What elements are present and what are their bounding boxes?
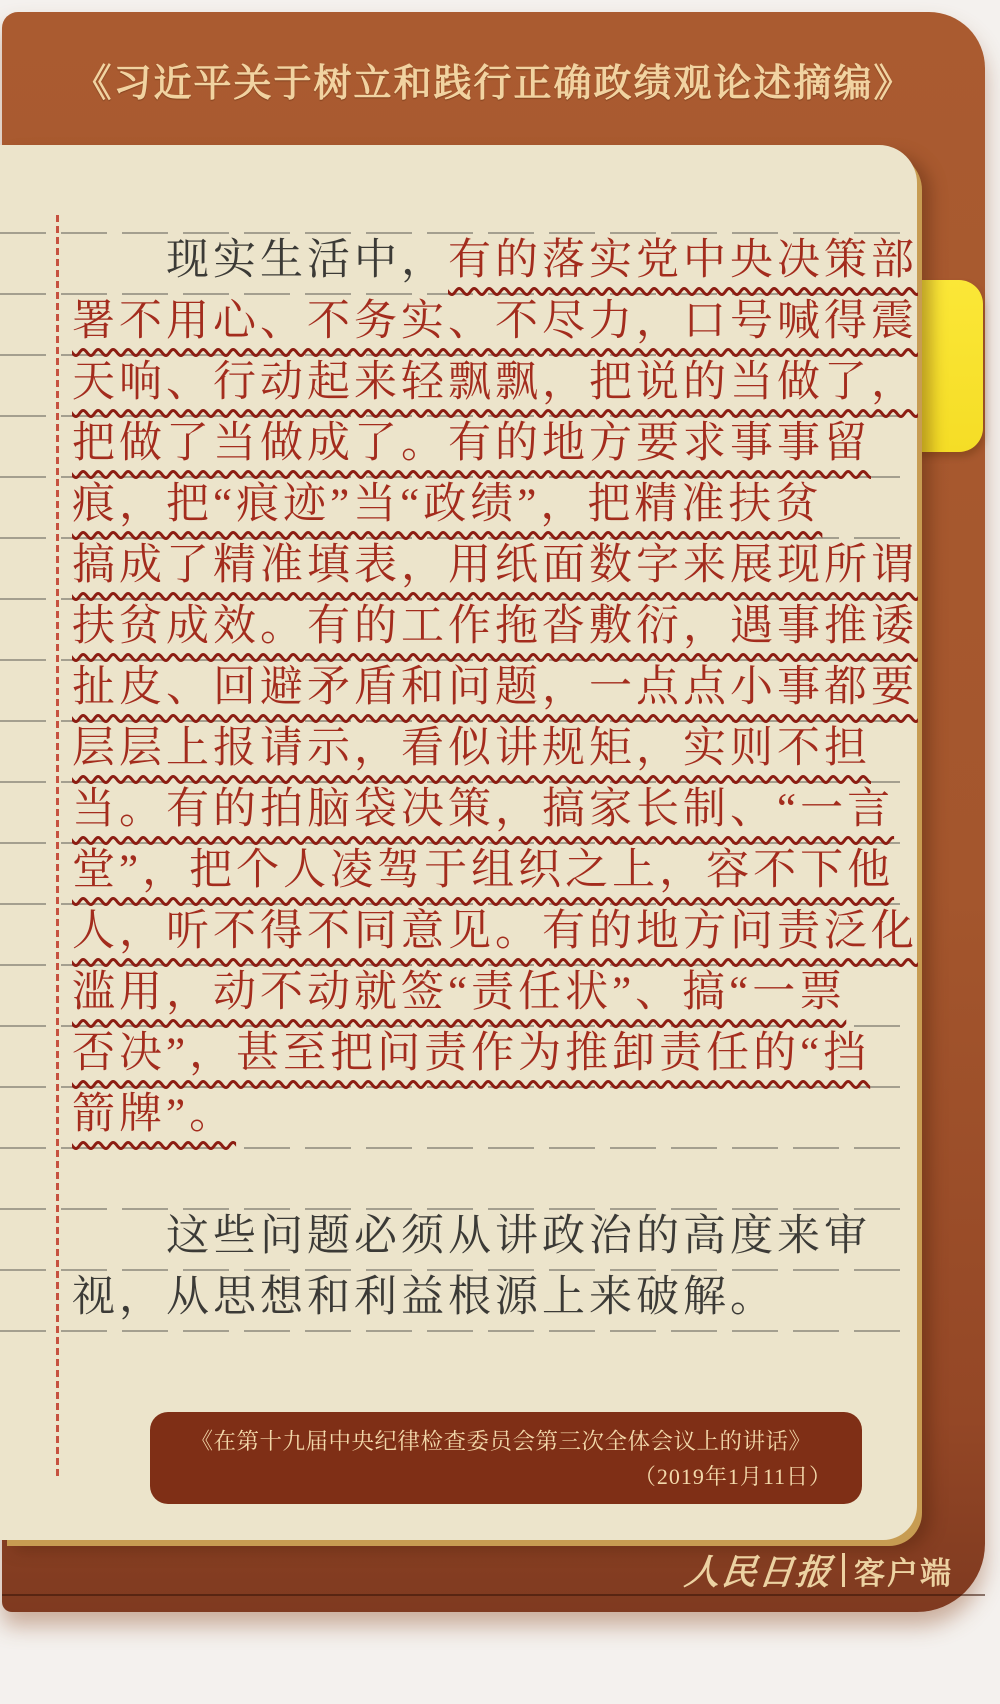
handwritten-red-text: 堂”，把个人凌驾于组织之上，容不下他: [72, 847, 895, 894]
text-line: [0, 1269, 905, 1330]
text-line: [0, 842, 905, 903]
source-date: （2019年1月11日）: [633, 1464, 832, 1489]
page-title: 《习近平关于树立和践行正确政绩观论述摘编》: [73, 63, 914, 105]
handwritten-ink-text: 现实生活中，: [166, 237, 448, 284]
text-line: [0, 903, 918, 964]
text-line: [0, 293, 918, 354]
handwritten-red-text: 人，听不得不同意见。有的地方问责泛化: [72, 908, 918, 955]
handwritten-red-text: 层层上报请示，看似讲规矩，实则不担: [72, 725, 871, 772]
cover-crease-divider: [2, 1594, 985, 1596]
handwritten-red-text: 署不用心、不务实、不尽力，口号喊得震: [72, 298, 918, 345]
text-line: [0, 537, 918, 598]
handwritten-red-text: 天响、行动起来轻飘飘，把说的当做了，: [72, 359, 918, 406]
text-line: [0, 964, 905, 1025]
text-line: [0, 720, 905, 781]
text-line: [0, 1025, 905, 1086]
notebook-page: [0, 145, 917, 1540]
handwritten-red-text: 把做了当做成了。有的地方要求事事留: [72, 420, 871, 467]
text-line: [0, 415, 905, 476]
brand-divider: [842, 1553, 845, 1587]
peoples-daily-brand: [682, 1550, 954, 1592]
handwritten-red-text: 当。有的拍脑袋决策，搞家长制、“一言: [72, 786, 895, 833]
text-line: [0, 659, 918, 720]
handwritten-red-text: 痕，把“痕迹”当“政绩”，把精准扶贫: [72, 481, 823, 528]
handwritten-red-text: 箭牌”。: [72, 1091, 237, 1138]
text-line: [0, 598, 918, 659]
text-line: [0, 232, 918, 293]
brand-client-label: 客户端: [854, 1555, 954, 1591]
source-title: 《在第十九届中央纪律检查委员会第三次全体会议上的讲话》: [190, 1429, 812, 1454]
text-line: [0, 1086, 905, 1147]
handwritten-red-text: 滥用，动不动就签“责任状”、搞“一票: [72, 969, 847, 1016]
handwritten-red-text: 否决”，甚至把问责作为推卸责任的“挡: [72, 1030, 871, 1077]
text-line: [0, 354, 918, 415]
handwritten-red-text: 搞成了精准填表，用纸面数字来展现所谓: [72, 542, 918, 589]
ruled-line: [0, 1330, 901, 1332]
peoples-daily-logo: 人民日报: [682, 1553, 835, 1592]
text-line: [0, 781, 905, 842]
handwritten-ink-text: 视，从思想和利益根源上来破解。: [72, 1274, 777, 1321]
text-block: [0, 232, 918, 1330]
handwritten-red-text: 扶贫成效。有的工作拖沓敷衍，遇事推诿: [72, 603, 918, 650]
handwritten-red-text: 扯皮、回避矛盾和问题，一点点小事都要: [72, 664, 918, 711]
handwritten-ink-text: 这些问题必须从讲政治的高度来审: [166, 1213, 871, 1260]
handwritten-red-text: 有的落实党中央决策部: [448, 237, 918, 284]
source-badge: [150, 1412, 862, 1504]
text-line: [0, 1208, 905, 1269]
text-line: [0, 1147, 905, 1208]
text-line: [0, 476, 905, 537]
